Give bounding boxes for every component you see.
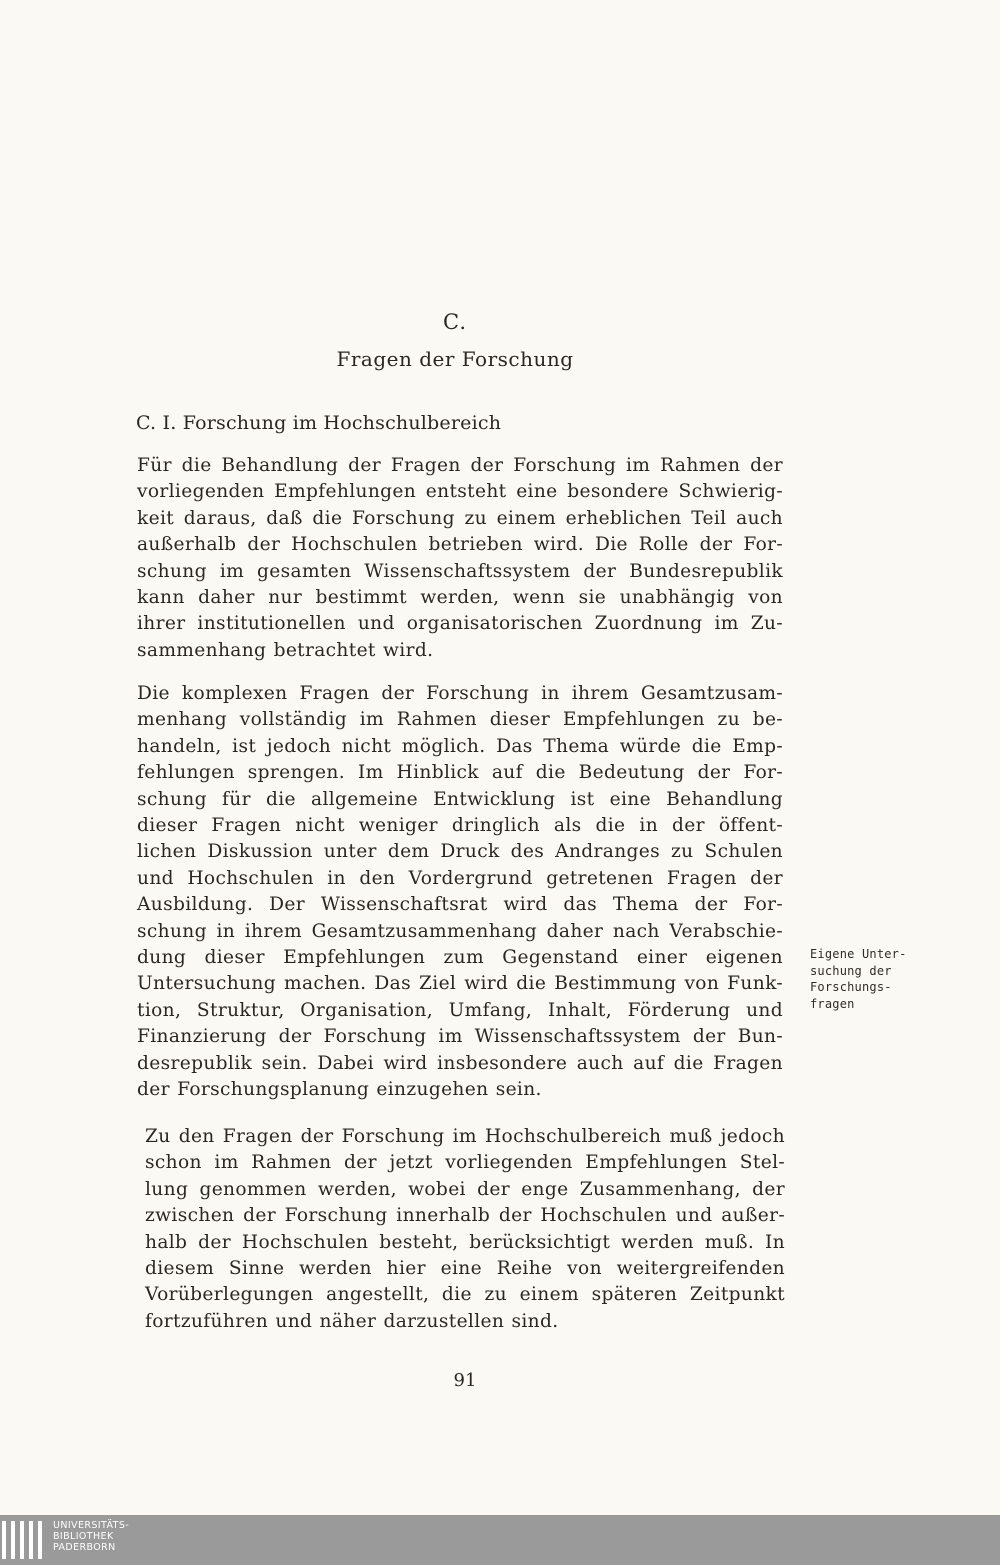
page-number: 91	[453, 1370, 477, 1391]
text-line: Die komplexen Fragen der Forschung in ihrem Gesamtzusam-	[137, 683, 783, 704]
text-line: Ausbildung. Der Wissenschaftsrat wird das Thema der For-	[137, 894, 783, 916]
library-name-line: BIBLIOTHEK	[53, 1531, 114, 1542]
text-line: ihrer institutionellen und organisatorischen Zuordnung im Zu-	[137, 613, 783, 635]
chapter-letter: C.	[443, 310, 467, 334]
margin-note	[810, 946, 907, 1012]
text-line: Vorüberlegungen angestellt, die zu einem späteren Zeitpunkt	[145, 1284, 785, 1306]
chapter-title: Fragen der Forschung	[336, 347, 574, 371]
text-line: schon im Rahmen der jetzt vorliegenden Empfehlungen Stel-	[145, 1152, 785, 1174]
text-line: lichen Diskussion unter dem Druck des Andranges zu Schulen	[137, 841, 783, 863]
text-line: desrepublik sein. Dabei wird insbesondere auch auf die Fragen	[137, 1052, 783, 1074]
text-line: sammenhang betrachtet wird.	[137, 639, 434, 661]
text-line: Finanzierung der Forschung im Wissenschaftssystem der Bun-	[137, 1026, 783, 1048]
text-line: lung genommen werden, wobei der enge Zusammenhang, der	[145, 1178, 785, 1200]
text-line: vorliegenden Empfehlungen entsteht eine besondere Schwierig-	[137, 481, 783, 503]
margin-note-line: Eigene Unter-	[810, 947, 907, 961]
library-logo-icon	[2, 1521, 46, 1559]
margin-note-line: fragen	[810, 996, 855, 1011]
library-footer	[0, 1515, 1000, 1565]
library-name-line: PADERBORN	[53, 1542, 116, 1553]
margin-note-line: suchung der	[810, 963, 892, 978]
text-line: dieser Fragen nicht weniger dringlich als die in der öffent-	[137, 815, 783, 837]
text-line: Für die Behandlung der Fragen der Forschung im Rahmen der	[137, 455, 783, 476]
paragraph-1	[137, 453, 783, 664]
text-line: halb der Hochschulen besteht, berücksichtigt werden muß. In	[145, 1231, 785, 1253]
text-line: Zu den Fragen der Forschung im Hochschulbereich muß jedoch	[145, 1126, 785, 1147]
section-heading: C. I. Forschung im Hochschulbereich	[136, 412, 502, 434]
text-line: menhang vollständig im Rahmen dieser Empfehlungen zu be-	[137, 709, 783, 731]
text-line: keit daraus, daß die Forschung zu einem erheblichen Teil auch	[137, 507, 783, 529]
text-line: fortzuführen und näher darzustellen sind.	[145, 1310, 559, 1332]
text-line: diesem Sinne werden hier eine Reihe von weitergreifenden	[145, 1258, 785, 1280]
text-line: fehlungen sprengen. Im Hinblick auf die Bedeutung der For-	[137, 762, 783, 784]
text-line: außerhalb der Hochschulen betrieben wird. Die Rolle der For-	[137, 534, 783, 556]
text-line: kann daher nur bestimmt werden, wenn sie unabhängig von	[137, 587, 783, 609]
text-line: dung dieser Empfehlungen zum Gegenstand einer eigenen	[137, 947, 783, 969]
text-line: Untersuchung machen. Das Ziel wird die Bestimmung von Funk-	[137, 973, 783, 995]
text-line: zwischen der Forschung innerhalb der Hochschulen und außer-	[145, 1205, 785, 1227]
text-line: schung in ihrem Gesamtzusammenhang daher nach Verabschie-	[137, 920, 783, 942]
text-line: handeln, ist jedoch nicht möglich. Das Thema würde die Emp-	[137, 735, 783, 757]
paragraph-2	[137, 681, 783, 1104]
paragraph-3	[145, 1124, 785, 1335]
library-name	[53, 1520, 129, 1553]
library-name-line: UNIVERSITÄTS-	[53, 1520, 130, 1531]
text-line: tion, Struktur, Organisation, Umfang, Inhalt, Förderung und	[137, 999, 783, 1021]
text-line: schung für die allgemeine Entwicklung ist eine Behandlung	[137, 788, 783, 810]
text-line: und Hochschulen in den Vordergrund getretenen Fragen der	[137, 867, 783, 889]
text-line: der Forschungsplanung einzugehen sein.	[137, 1079, 542, 1101]
margin-note-line: Forschungs-	[810, 980, 892, 994]
text-line: schung im gesamten Wissenschaftssystem der Bundesrepublik	[137, 560, 783, 582]
